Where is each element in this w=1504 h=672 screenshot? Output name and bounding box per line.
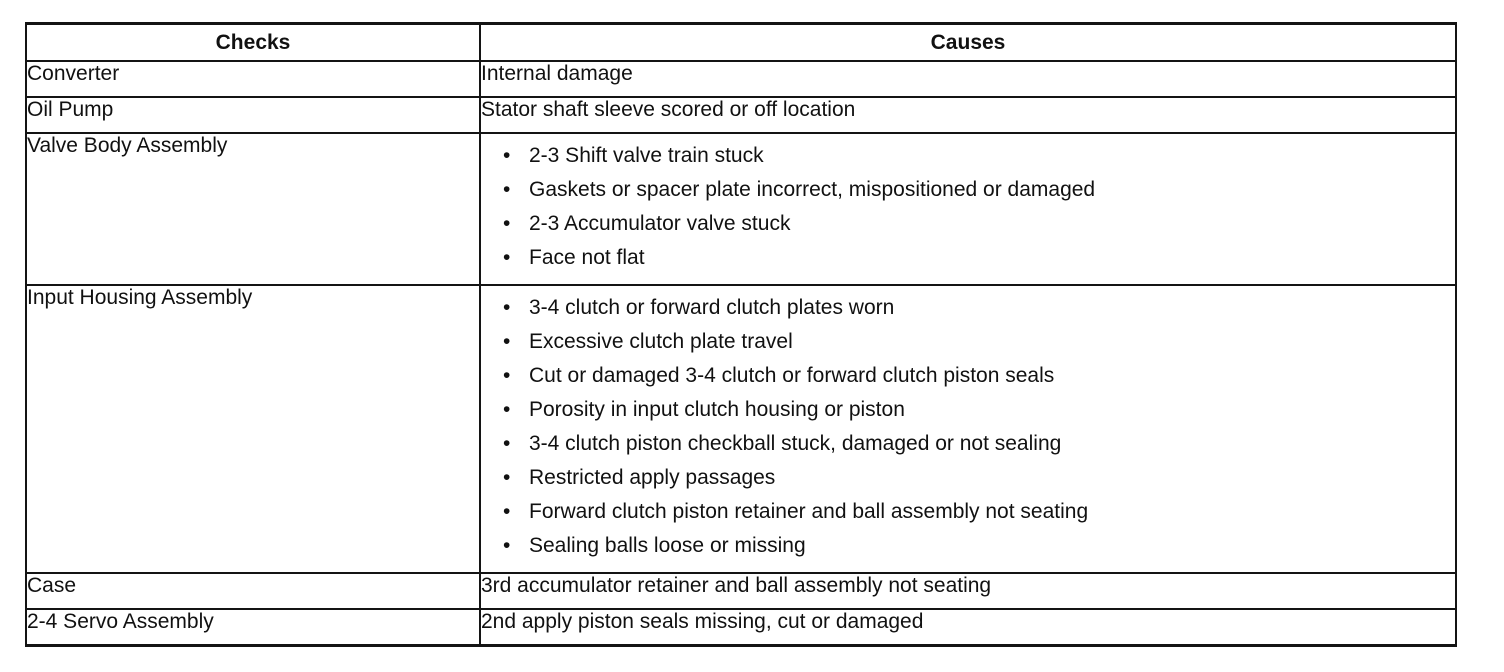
bullet-icon: •: [503, 178, 511, 201]
bullet-icon: •: [503, 466, 511, 489]
bullet-icon: •: [503, 432, 511, 455]
cause-list: [481, 286, 1455, 572]
cause-text: Forward clutch piston retainer and ball assembly not seating: [529, 500, 1089, 523]
table-row-input-housing-assembly: [26, 285, 1456, 573]
table-row-valve-body-assembly: [26, 133, 1456, 285]
bullet-icon: •: [503, 212, 511, 235]
check-cell: 2-4 Servo Assembly: [26, 609, 480, 646]
list-item: [503, 330, 1455, 364]
cause-cell: Stator shaft sleeve scored or off location: [480, 97, 1456, 133]
list-item: [503, 364, 1455, 398]
list-item: [503, 144, 1455, 178]
header-checks: Checks: [26, 24, 480, 62]
cause-text: Face not flat: [529, 246, 645, 269]
cause-text: 2-3 Shift valve train stuck: [529, 144, 764, 167]
cause-cell: Internal damage: [480, 61, 1456, 97]
bullet-icon: •: [503, 364, 511, 387]
table-row-oil-pump: [26, 97, 1456, 133]
list-item: [503, 398, 1455, 432]
cause-text: Gaskets or spacer plate incorrect, mispositioned or damaged: [529, 178, 1096, 201]
list-item: [503, 246, 1455, 280]
table-row-converter: [26, 61, 1456, 97]
check-cell: Case: [26, 573, 480, 609]
cause-list-cell: [480, 285, 1456, 573]
cause-text: Restricted apply passages: [529, 466, 776, 489]
cause-text: Excessive clutch plate travel: [529, 330, 793, 353]
cause-list-cell: [480, 133, 1456, 285]
list-item: [503, 296, 1455, 330]
cause-cell: 2nd apply piston seals missing, cut or damaged: [480, 609, 1456, 646]
header-causes: Causes: [480, 24, 1456, 62]
check-cell: Converter: [26, 61, 480, 97]
bullet-icon: •: [503, 246, 511, 269]
check-cell: Input Housing Assembly: [26, 285, 480, 573]
list-item: [503, 500, 1455, 534]
check-cell: Valve Body Assembly: [26, 133, 480, 285]
cause-cell: 3rd accumulator retainer and ball assembly not seating: [480, 573, 1456, 609]
list-item: [503, 212, 1455, 246]
cause-text: Sealing balls loose or missing: [529, 534, 806, 557]
bullet-icon: •: [503, 144, 511, 167]
list-item: [503, 178, 1455, 212]
table-row-2-4-servo-assembly: [26, 609, 1456, 646]
bullet-icon: •: [503, 330, 511, 353]
list-item: [503, 534, 1455, 568]
cause-text: Cut or damaged 3-4 clutch or forward clutch piston seals: [529, 364, 1055, 387]
bullet-icon: •: [503, 534, 511, 557]
list-item: [503, 432, 1455, 466]
cause-text: 3-4 clutch or forward clutch plates worn: [529, 296, 895, 319]
cause-text: 2-3 Accumulator valve stuck: [529, 212, 791, 235]
list-item: [503, 466, 1455, 500]
cause-text: 3-4 clutch piston checkball stuck, damaged or not sealing: [529, 432, 1062, 455]
bullet-icon: •: [503, 296, 511, 319]
bullet-icon: •: [503, 500, 511, 523]
bullet-icon: •: [503, 398, 511, 421]
check-cell: Oil Pump: [26, 97, 480, 133]
table-row-case: [26, 573, 1456, 609]
cause-list: [481, 134, 1455, 284]
checks-causes-table: [25, 22, 1457, 647]
cause-text: Porosity in input clutch housing or piston: [529, 398, 905, 421]
header-row: [26, 24, 1456, 62]
